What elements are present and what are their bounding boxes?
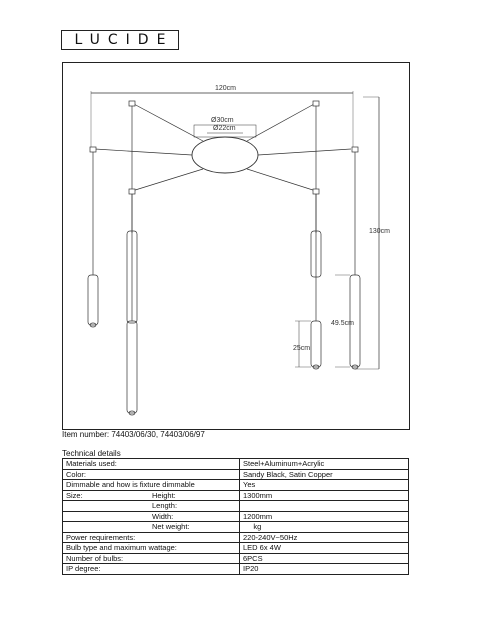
spec-label-cell [63, 459, 240, 470]
spec-row [63, 511, 409, 522]
dim-canopy-inner-label: Ø22cm [213, 125, 236, 132]
spec-label-cell [63, 501, 240, 512]
spec-value: IP20 [240, 564, 409, 575]
spec-table [62, 458, 409, 575]
spec-label-cell [63, 511, 240, 522]
spec-value: Yes [240, 480, 409, 491]
spec-row [63, 459, 409, 470]
pendant-drawing-svg [63, 63, 411, 431]
spec-sublabel: Length: [152, 501, 178, 510]
spec-sublabel: Height: [152, 490, 176, 500]
spec-label-cell [63, 480, 240, 491]
spec-label-cell [63, 490, 240, 501]
logo-text: LUCIDE [74, 32, 174, 48]
spec-value: LED 6x 4W [240, 543, 409, 554]
brand-logo [61, 30, 179, 50]
tube-short-left [88, 275, 98, 325]
spec-value: 6PCS [240, 553, 409, 564]
spec-label-cell [63, 469, 240, 480]
item-number: Item number: 74403/06/30, 74403/06/97 [62, 430, 205, 439]
spec-label: Color: [66, 469, 87, 479]
spec-row [63, 469, 409, 480]
spec-label: Size: [66, 490, 83, 500]
spec-label-cell [63, 522, 240, 533]
spec-label: Power requirements: [66, 532, 136, 542]
spec-label: Materials used: [66, 459, 117, 469]
spec-label: Bulb type and maximum wattage: [66, 543, 177, 553]
dim-canopy-outer-label: Ø30cm [211, 117, 234, 124]
spec-row [63, 532, 409, 543]
spec-value: kg [240, 522, 409, 533]
dim-short-tube-label: 25cm [293, 345, 311, 352]
spec-label: Number of bulbs: [66, 553, 124, 563]
spec-row [63, 564, 409, 575]
spec-row [63, 490, 409, 501]
spec-value [240, 501, 409, 512]
spec-label-cell [63, 564, 240, 575]
spec-row [63, 543, 409, 554]
spec-row [63, 553, 409, 564]
spec-label: Dimmable and how is fixture dimmable [66, 480, 195, 490]
spec-value: Steel+Aluminum+Acrylic [240, 459, 409, 470]
tube-bottom-left [127, 321, 137, 413]
spec-sublabel: Net weight: [152, 522, 190, 531]
dim-long-tube-label: 49.5cm [331, 320, 354, 327]
spec-label-cell [63, 543, 240, 554]
spec-value: 1200mm [240, 511, 409, 522]
technical-details-title: Technical details [62, 449, 121, 458]
spec-value: 220-240V~50Hz [240, 532, 409, 543]
spec-value: 1300mm [240, 490, 409, 501]
dim-height-label: 130cm [369, 228, 391, 235]
spec-row [63, 480, 409, 491]
spec-row [63, 522, 409, 533]
spec-label-cell [63, 553, 240, 564]
tube-short-right [311, 321, 321, 367]
dim-width-label: 120cm [215, 85, 237, 92]
canopy [192, 137, 258, 173]
spec-sublabel: Width: [152, 511, 174, 521]
technical-drawing [62, 62, 410, 430]
spec-row [63, 501, 409, 512]
spec-label-cell [63, 532, 240, 543]
spec-value: Sandy Black, Satin Copper [240, 469, 409, 480]
spec-label: IP degree: [66, 564, 101, 574]
